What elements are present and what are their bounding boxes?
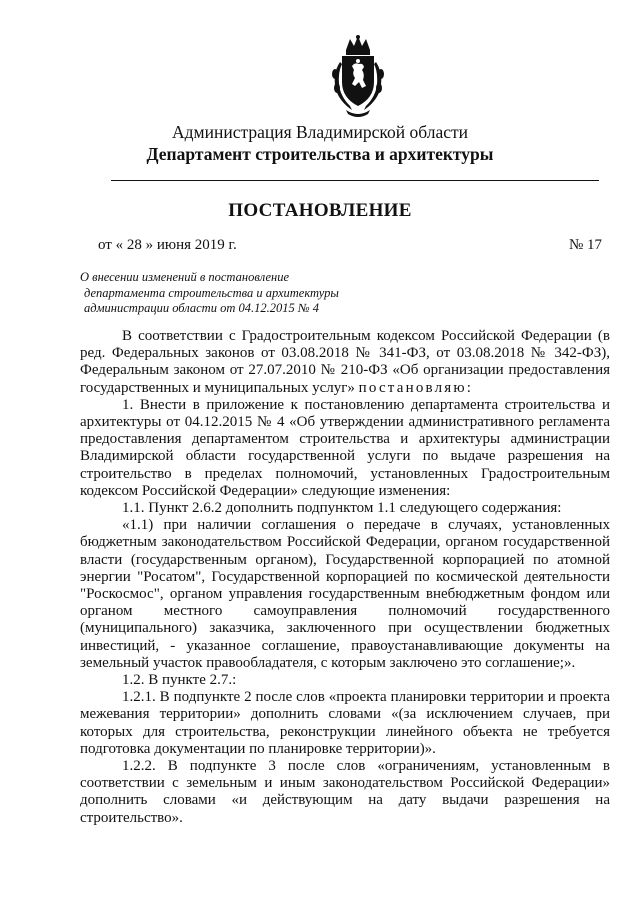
- administration-name: Администрация Владимирской области: [171, 122, 468, 142]
- resolution-keyword: постановляю:: [358, 379, 474, 396]
- document-number: № 17: [568, 237, 602, 253]
- paragraph-item-1-2: 1.2. В пункте 2.7.:: [122, 672, 237, 689]
- paragraph-item-1-2-2: 1.2.2. В подпункте 3 после слов «ограничениям, установленным в соответствии с земельным и иным законодательством Российской Федерации» дополнить словами «и действующим на дату выдачи разрешения на строительство».: [80, 758, 610, 826]
- subject-line: департамента строительства и архитектуры: [84, 285, 339, 300]
- paragraph-item-1-2-1: 1.2.1. В подпункте 2 после слов «проекта планировки территории и проекта межевания территории» дополнить словами «(за исключением случаев, при которых для строительства, реконструкции линейного объекта не требуется подготовка документации по планировке территории)».: [80, 689, 610, 757]
- subject-line: администрации области от 04.12.2015 № 4: [84, 301, 320, 315]
- document-subject: [80, 270, 339, 317]
- paragraph-item-1-1: 1.1. Пункт 2.6.2 дополнить подпунктом 1.1 следующего содержания:: [122, 500, 562, 517]
- document-date: от « 28 » июня 2019 г.: [98, 237, 237, 253]
- header-divider: [111, 180, 599, 181]
- subject-line: О внесении изменений в постановление: [80, 270, 290, 284]
- paragraph-preamble: [80, 328, 610, 397]
- paragraph-quote-1-1: «1.1) при наличии соглашения о передаче в случаях, установленных бюджетным законодательством Российской Федерации, органом государственной власти (государственным органом), Государственной корпорацией по атомной энергии "Росатом", Государственной корпорацией по космической деятельности "Роскосмос", органом управления государственным внебюджетным фондом или органом местного самоуправления полномочий государственного (муниципального) заказчика, заключенного при осуществлении бюджетных инвестиций, - указанное соглашение, правоустанавливающие документы на земельный участок правообладателя, с которым заключено это соглашение;».: [80, 517, 610, 671]
- coat-of-arms-icon: [328, 34, 388, 118]
- document-title: ПОСТАНОВЛЕНИЕ: [228, 200, 412, 221]
- paragraph-item-1: 1. Внести в приложение к постановлению департамента строительства и архитектуры от 04.12.2015 № 4 «Об утверждении административного регламента предоставления департаментом строительства и архитектуры администрации Владимирской области государственной услуги по выдаче разрешения на строительство в пределах полномочий, установленных Градостроительным кодексом Российской Федерации» следующие изменения:: [80, 396, 610, 499]
- department-name: Департамент строительства и архитектуры: [146, 144, 494, 164]
- preamble-text: В соответствии с Градостроительным кодексом Российской Федерации (в ред. Федеральных законов от 03.08.2018 № 341-ФЗ, от 03.08.2018 № 342-ФЗ), Федеральным законом от 27.07.2010 № 210-ФЗ «Об организации предоставления государственных и муниципальных услуг»: [80, 328, 610, 396]
- document-body: [80, 328, 610, 827]
